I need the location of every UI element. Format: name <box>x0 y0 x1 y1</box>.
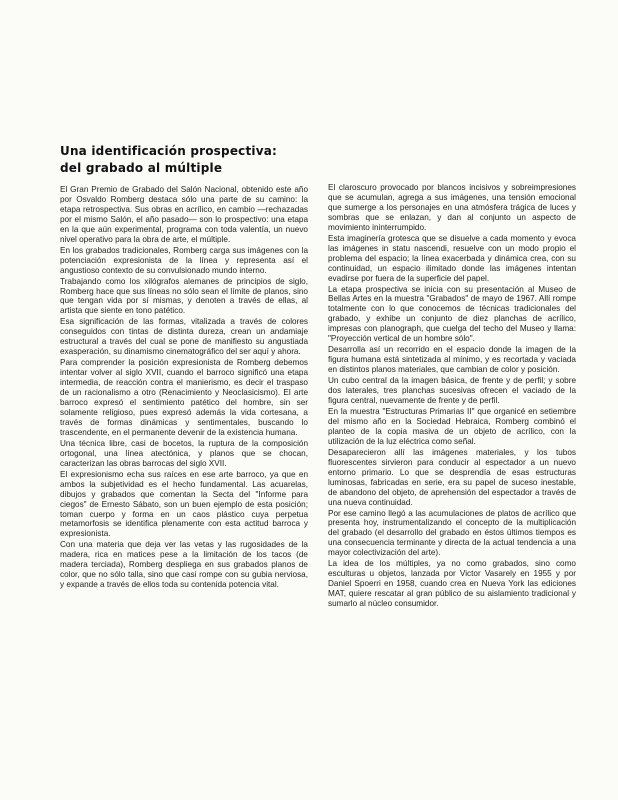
article-title-line-2: del grabado al múltiple <box>60 161 223 175</box>
paragraph: En los grabados tradicionales, Romberg carga sus imágenes con la potenciación expresionista de la línea y representa así el angustioso contexto de su convulsionado mundo interno. <box>60 245 308 275</box>
paragraph: El Gran Premio de Grabado del Salón Nacional, obtenido este año por Osvaldo Romberg destaca sólo una parte de su camino: la etapa retrospectiva. Sus obras en acrílico, en cambio —rechazadas por el mismo Salón, el año pasado— son lo prospectivo: una etapa en la que aún experimental, programa con toda valentía, un nuevo nivel operativo para la obra de arte, el múltiple. <box>60 185 308 244</box>
paragraph: El expresionismo echa sus raíces en ese arte barroco, ya que en ambos la subjetividad es el hecho fundamental. Las acuarelas, dibujos y grabados que comentan la Secta del "Informe para ciegos" de Ernesto Sábato, son un buen ejemplo de esta posición; toman cuerpo y forma en un caos plástico cuya perpetua metamorfosis se identifica plenamente con esta actitud barroca y expresionista. <box>60 469 308 539</box>
paragraph: El claroscuro provocado por blancos incisivos y sobreimpresiones que se acumulan, agrega a sus imágenes, una tensión emocional que sumerge a los personajes en una atmósfera trágica de luces y sombras que se enlazan, y dan al conjunto un aspecto de movimiento ininterrumpido. <box>328 183 576 232</box>
paragraph: La idea de los múltiples, ya no como grabados, sino como esculturas u objetos, lanzada por Victor Vasarely en 1955 y por Daniel Spoerri en 1958, cuando crea en Nueva York las ediciones MAT, quiere rescatar al gran público de su aislamiento tradicional y sumarlo al núcleo consumidor. <box>328 559 576 609</box>
paragraph: Esta imaginería grotesca que se disuelve a cada momento y evoca las imágenes in statu nascendi, resuelve con un modo propio el problema del espacio; la línea exacerbada y dinámica crea, con su continuidad, un espacio ilimitado donde las imágenes intentan evadirse por fuera de la superficie del papel. <box>328 233 576 283</box>
paragraph: Para comprender la posición expresionista de Romberg debemos intentar volver al siglo XVII, cuando el barroco significó una etapa intermedia, de reacción contra el manierismo, es decir el traspaso de un racionalismo a otro (Renacimiento y Neoclasicismo). El arte barroco expresó el sentimiento patético del hombre, sin ser solamente religioso, pues expresó además la vida cortesana, a través de formas dinámicas y sentimentales, buscando lo trascendente, en el permanente devenir de la existencia humana. <box>60 358 308 437</box>
paragraph: Por ese camino llegó a las acumulaciones de platos de acrílico que presenta hoy, instrumentalizando el concepto de la multiplicación del grabado (el desarrollo del grabado en éstos últimos tiempos es una consecuencia terminante y directa de la actual tendencia a una mayor colectivización del arte). <box>328 508 576 558</box>
left-column <box>60 185 308 591</box>
paragraph: Trabajando como los xilógrafos alemanes de principios de siglo, Romberg hace que sus líneas no sólo sean el límite de planos, sino que tengan vida por sí mismas, y denoten a través de ellas, al artista que siente en tono patético. <box>60 276 308 316</box>
paragraph: Una técnica libre, casi de bocetos, la ruptura de la composición ortogonal, una línea atectónica, y planos que se chocan, caracterizan las obras barrocas del siglo XVII. <box>60 438 308 468</box>
paragraph: Desaparecieron allí las imágenes materiales, y los tubos fluorescentes sirvieron para conducir al espectador a un nuevo entorno primario. Lo que se desprendía de esas estructuras luminosas, fabricadas en serie, era su papel de suceso inestable, de abandono del objeto, de aprehensión del espectador a través de una nueva continuidad. <box>328 447 576 507</box>
article-title-line-1: Una identificación prospectiva: <box>60 144 278 158</box>
right-column <box>328 183 576 610</box>
paragraph: Con una materia que deja ver las vetas y las rugosidades de la madera, rica en matices pese a la limitación de los tacos (de madera terciada), Romberg despliega en sus grabados planos de color, que no sólo talla, sino que casi rompe con su gubia nerviosa, y expande a través de ellos toda su contenida potencia vital. <box>60 540 308 590</box>
article-title <box>60 143 320 177</box>
paragraph: Desarrolla así un recorrido en el espacio donde la imagen de la figura humana está sintetizada al mínimo, y es recortada y vaciada en distintos planos materiales, que cambian de color y posición. <box>328 345 576 375</box>
paragraph: Esa significación de las formas, vitalizada a través de colores conseguidos con tintas de distinta dureza, crean un andamiaje estructural a través del cual se pone de manifiesto su angustiada exasperación, su dinamismo cinematográfico del ser aquí y ahora. <box>60 317 308 357</box>
paragraph: Un cubo central da la imagen básica, de frente y de perfil; y sobre dos laterales, tres planchas sucesivas ofrecen el vaciado de la figura central, nuevamente de frente y de perfil. <box>328 376 576 406</box>
article <box>40 143 580 773</box>
paragraph: La etapa prospectiva se inicia con su presentación al Museo de Bellas Artes en la muestra "Grabados" de mayo de 1967. Allí rompe totalmente con lo que conocemos de técnicas tradicionales del grabado, y exhibe un conjunto de diez planchas de acrílico, impresas con planograph, que cuelga del techo del Museo y llama: "Proyección vertical de un hombre sólo". <box>328 284 576 344</box>
paragraph: En la muestra "Estructuras Primarias II" que organicé en setiembre del mismo año en la Sociedad Hebraica, Romberg combinó el planteo de la copia masiva de un objeto de acrílico, con la utilización de la luz eléctrica como señal. <box>328 406 576 446</box>
